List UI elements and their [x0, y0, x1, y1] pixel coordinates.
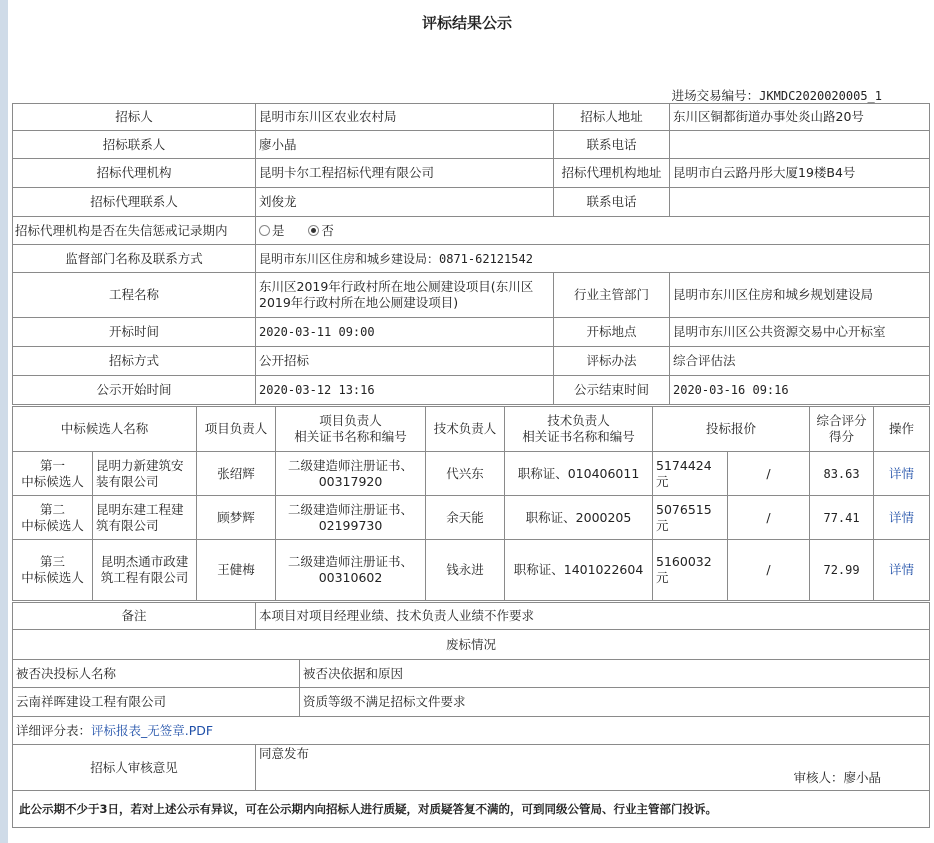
candidates-table	[12, 406, 930, 601]
header-tech-cert-line2: 相关证书名称和编号	[522, 429, 635, 444]
header-pm-cert-line1: 项目负责人	[319, 413, 382, 428]
agency-address-value: 昆明市白云路丹彤大厦19楼B4号	[670, 159, 930, 188]
rejection-name-header: 被否决投标人名称	[13, 660, 300, 688]
row-rejection-title	[13, 630, 930, 660]
row-review	[13, 745, 930, 791]
header-pm: 项目负责人	[197, 407, 276, 452]
row-agency	[13, 159, 930, 188]
candidate-rank-line2: 中标候选人	[21, 570, 84, 585]
radio-yes-icon[interactable]	[259, 225, 270, 236]
candidate-score: 72.99	[810, 540, 874, 601]
radio-yes-label: 是	[272, 222, 285, 238]
radio-no-icon[interactable]	[308, 225, 319, 236]
header-score-line1: 综合评分	[816, 413, 867, 428]
agency-address-label: 招标代理机构地址	[554, 159, 670, 188]
publish-start-label: 公示开始时间	[13, 376, 256, 405]
remark-value: 本项目对项目经理业绩、技术负责人业绩不作要求	[256, 603, 930, 630]
candidates-header-row	[13, 407, 930, 452]
candidate-rank	[13, 496, 93, 540]
reviewer-name: 廖小晶	[843, 770, 882, 785]
project-label: 工程名称	[13, 273, 256, 318]
candidate-rank-line1: 第二	[39, 501, 65, 517]
contact-label: 招标联系人	[13, 131, 256, 159]
radio-no-label: 否	[321, 222, 334, 238]
candidate-price-slash: /	[728, 496, 810, 540]
rejection-reason: 资质等级不满足招标文件要求	[300, 688, 930, 717]
page-title: 评标结果公示	[421, 14, 512, 32]
candidate-rank-line1: 第一	[39, 457, 65, 473]
candidate-tech-cert: 职称证、010406011	[505, 452, 653, 496]
candidate-pm: 张绍辉	[197, 452, 276, 496]
tenderer-address-value: 东川区铜都街道办事处炎山路20号	[670, 104, 930, 131]
trade-serial-number: JKMDC2020020005_1	[759, 89, 882, 103]
candidate-detail-link[interactable]: 详情	[874, 496, 930, 540]
row-publish	[13, 376, 930, 405]
candidate-price: 5174424元	[653, 452, 728, 496]
candidate-row	[13, 540, 930, 601]
row-project	[13, 273, 930, 318]
candidate-rank-line2: 中标候选人	[21, 473, 84, 489]
candidate-rank-line1: 第三	[39, 554, 65, 569]
header-price: 投标报价	[653, 407, 810, 452]
candidate-rank-line2: 中标候选人	[21, 517, 84, 533]
publish-start-value: 2020-03-12 13:16	[256, 376, 554, 405]
candidate-pm-cert: 二级建造师注册证书、00317920	[276, 452, 426, 496]
phone-label: 联系电话	[554, 131, 670, 159]
row-detail	[13, 717, 930, 745]
candidate-score: 77.41	[810, 496, 874, 540]
candidate-tech-cert: 职称证、1401022604	[505, 540, 653, 601]
review-content	[256, 745, 930, 791]
candidate-pm: 王健梅	[197, 540, 276, 601]
candidate-pm-cert: 二级建造师注册证书、00310602	[276, 540, 426, 601]
rejection-title: 废标情况	[13, 630, 930, 660]
row-remark	[13, 603, 930, 630]
method-value: 公开招标	[256, 347, 554, 376]
review-text: 同意发布	[259, 746, 310, 761]
trade-serial	[672, 86, 882, 104]
open-time-value: 2020-03-11 09:00	[256, 318, 554, 347]
candidate-tech-cert: 职称证、2000205	[505, 496, 653, 540]
phone-value	[670, 131, 930, 159]
open-place-value: 昆明市东川区公共资源交易中心开标室	[670, 318, 930, 347]
publish-end-value: 2020-03-16 09:16	[670, 376, 930, 405]
open-place-label: 开标地点	[554, 318, 670, 347]
agency-contact-value: 刘俊龙	[256, 188, 554, 217]
candidate-detail-link[interactable]: 详情	[874, 540, 930, 601]
supervisor-label: 监督部门名称及联系方式	[13, 245, 256, 273]
candidate-tech: 钱永进	[426, 540, 505, 601]
candidate-company: 昆明东建工程建筑有限公司	[93, 496, 197, 540]
header-action: 操作	[874, 407, 930, 452]
info-table	[12, 103, 930, 405]
header-tech: 技术负责人	[426, 407, 505, 452]
remark-label: 备注	[13, 603, 256, 630]
candidate-row	[13, 496, 930, 540]
row-contact	[13, 131, 930, 159]
candidate-detail-link[interactable]: 详情	[874, 452, 930, 496]
candidate-company: 昆明力新建筑安装有限公司	[93, 452, 197, 496]
rejection-reason-header: 被否决依据和原因	[300, 660, 930, 688]
header-score	[810, 407, 874, 452]
detail-score-sheet	[13, 717, 930, 745]
candidate-score: 83.63	[810, 452, 874, 496]
tenderer-label: 招标人	[13, 104, 256, 131]
tenderer-address-label: 招标人地址	[554, 104, 670, 131]
candidate-pm: 顾梦辉	[197, 496, 276, 540]
candidate-price: 5076515元	[653, 496, 728, 540]
tenderer-value: 昆明市东川区农业农村局	[256, 104, 554, 131]
project-value: 东川区2019年行政村所在地公厕建设项目(东川区2019年行政村所在地公厕建设项目)	[256, 273, 554, 318]
blacklist-label: 招标代理机构是否在失信惩戒记录期内	[13, 217, 256, 245]
header-pm-cert-line2: 相关证书名称和编号	[294, 429, 407, 444]
agency-phone-label: 联系电话	[554, 188, 670, 217]
eval-method-label: 评标办法	[554, 347, 670, 376]
row-agency-contact	[13, 188, 930, 217]
row-rejection-header	[13, 660, 930, 688]
method-label: 招标方式	[13, 347, 256, 376]
agency-phone-value	[670, 188, 930, 217]
review-label: 招标人审核意见	[13, 745, 256, 791]
header-pm-cert	[276, 407, 426, 452]
header-candidate-name: 中标候选人名称	[13, 407, 197, 452]
open-time-label: 开标时间	[13, 318, 256, 347]
candidate-tech: 代兴东	[426, 452, 505, 496]
header-tech-cert	[505, 407, 653, 452]
trade-serial-label: 进场交易编号：	[671, 88, 760, 103]
row-supervisor	[13, 245, 930, 273]
blacklist-options	[256, 217, 930, 245]
contact-value: 廖小晶	[256, 131, 554, 159]
industry-value: 昆明市东川区住房和城乡规划建设局	[670, 273, 930, 318]
agency-contact-label: 招标代理联系人	[13, 188, 256, 217]
row-footer-note	[13, 791, 930, 828]
detail-score-file-link[interactable]: 评标报表_无签章.PDF	[91, 722, 214, 738]
candidate-price: 5160032元	[653, 540, 728, 601]
publish-end-label: 公示结束时间	[554, 376, 670, 405]
industry-label: 行业主管部门	[554, 273, 670, 318]
rejected-company: 云南祥晖建设工程有限公司	[13, 688, 300, 717]
reviewer-label: 审核人：	[793, 770, 844, 785]
reviewer	[793, 770, 881, 786]
candidate-price-slash: /	[728, 452, 810, 496]
header-score-line2: 得分	[829, 429, 855, 444]
row-open	[13, 318, 930, 347]
candidate-price-slash: /	[728, 540, 810, 601]
remarks-table	[12, 602, 930, 828]
eval-method-value: 综合评估法	[670, 347, 930, 376]
candidate-company: 昆明杰通市政建筑工程有限公司	[93, 540, 197, 601]
detail-score-label: 详细评分表：	[16, 722, 92, 738]
agency-label: 招标代理机构	[13, 159, 256, 188]
candidate-tech: 余天能	[426, 496, 505, 540]
footer-note: 此公示期不少于3日，若对上述公示有异议，可在公示期内向招标人进行质疑，对质疑答复不满的，可到同级公管局、行业主管部门投诉。	[13, 791, 930, 828]
candidate-row	[13, 452, 930, 496]
candidate-rank	[13, 452, 93, 496]
agency-value: 昆明卡尔工程招标代理有限公司	[256, 159, 554, 188]
row-tenderer	[13, 104, 930, 131]
row-rejection-item	[13, 688, 930, 717]
header-tech-cert-line1: 技术负责人	[547, 413, 610, 428]
left-border-strip	[0, 0, 8, 843]
row-method	[13, 347, 930, 376]
supervisor-value: 昆明市东川区住房和城乡建设局：0871-62121542	[256, 245, 930, 273]
row-blacklist	[13, 217, 930, 245]
candidate-rank	[13, 540, 93, 601]
candidate-pm-cert: 二级建造师注册证书、02199730	[276, 496, 426, 540]
